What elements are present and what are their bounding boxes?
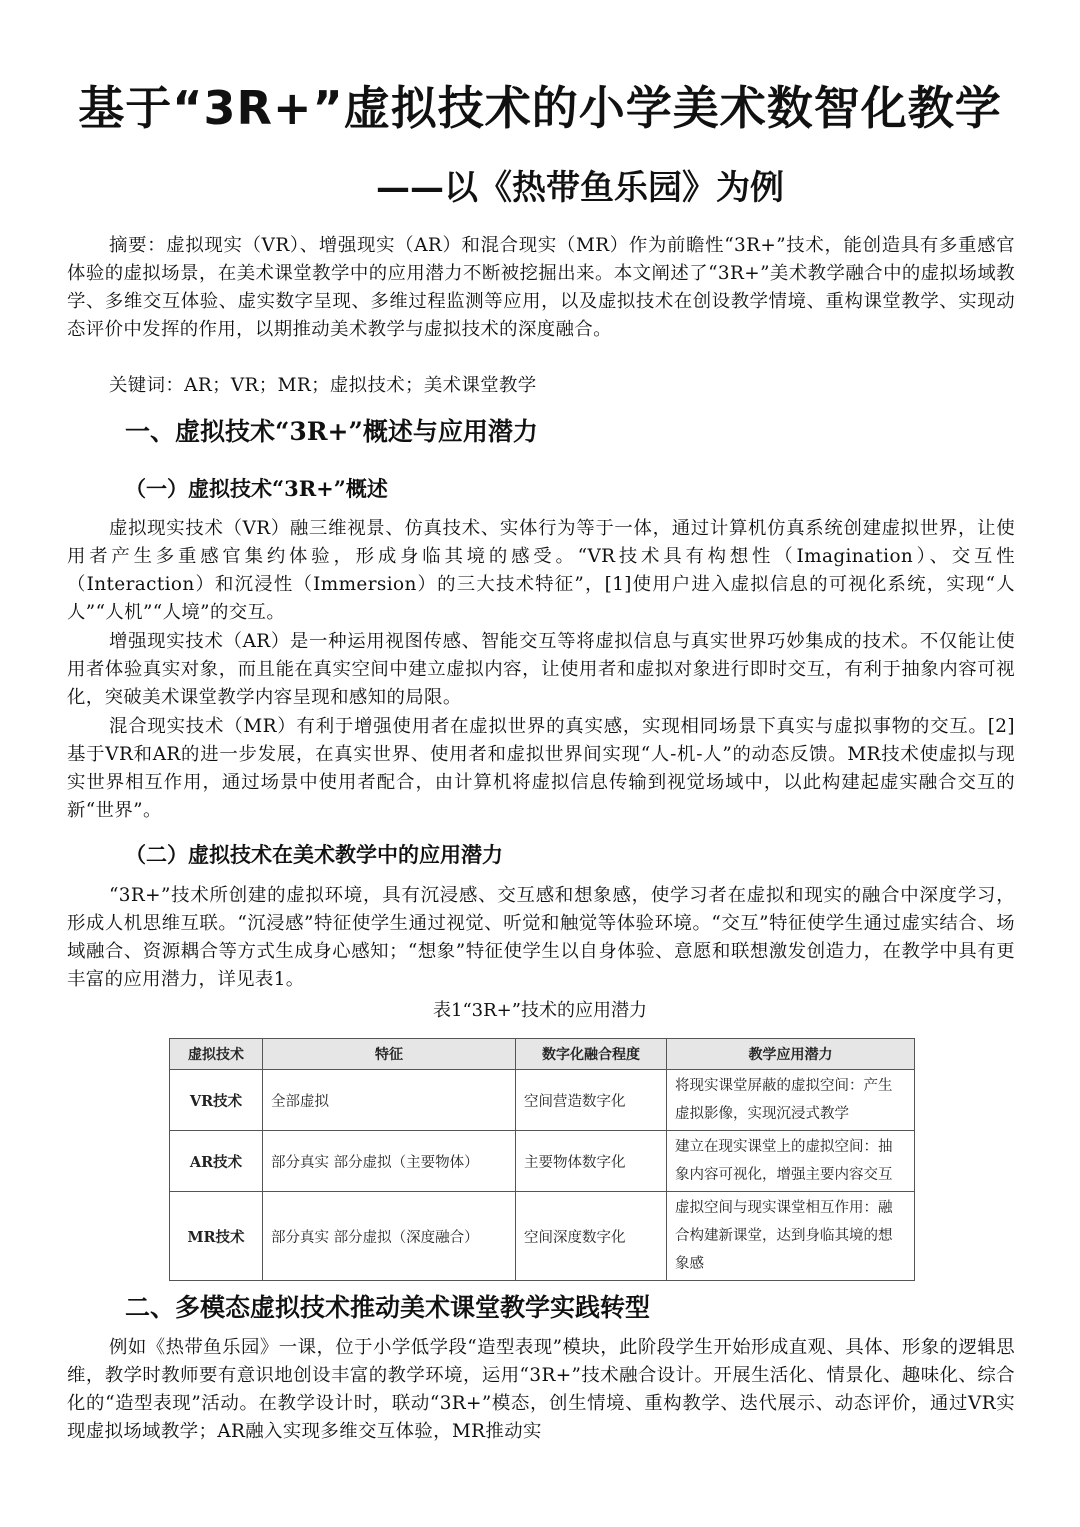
table-cell-feature: 全部虚拟 (263, 1070, 516, 1131)
table-cell-tech: MR技术 (170, 1192, 263, 1281)
table-header-row (170, 1039, 915, 1070)
table-cell-degree: 主要物体数字化 (516, 1131, 667, 1192)
table-cell-potential: 建立在现实课堂上的虚拟空间：抽象内容可视化，增强主要内容交互 (667, 1131, 915, 1192)
paper-subtitle: ——以《热带鱼乐园》为例 (376, 168, 784, 208)
section-1-heading: 一、虚拟技术“3R+”概述与应用潜力 (125, 417, 538, 446)
table-header-cell: 虚拟技术 (170, 1039, 263, 1070)
keywords-line: 关键词：AR；VR；MR；虚拟技术；美术课堂教学 (109, 375, 537, 396)
paragraph-example: 例如《热带鱼乐园》一课，位于小学低学段“造型表现”模块，此阶段学生开始形成直观、具体、形象的逻辑思维，教学时教师要有意识地创设丰富的教学环境，运用“3R+”技术融合设计。开展生活化、情景化、趣味化、综合化的“造型表现”活动。在教学设计时，联动“3R+”模态，创生情境、重构教学、迭代展示、动态评价，通过VR实现虚拟场域教学；AR融入实现多维交互体验，MR推动实 (67, 1337, 1015, 1442)
table-header-cell: 特征 (263, 1039, 516, 1070)
table-cell-tech: AR技术 (170, 1131, 263, 1192)
table-cell-potential: 虚拟空间与现实课堂相互作用：融合构建新课堂，达到身临其境的想象感 (667, 1192, 915, 1281)
table-cell-degree: 空间营造数字化 (516, 1070, 667, 1131)
subsection-1-1-heading: （一）虚拟技术“3R+”概述 (125, 476, 388, 501)
table-cell-feature: 部分真实 部分虚拟（深度融合） (263, 1192, 516, 1281)
potential-table (169, 1038, 915, 1281)
abstract-paragraph: 摘要：虚拟现实（VR）、增强现实（AR）和混合现实（MR）作为前瞻性“3R+”技术，能创造具有多重感官体验的虚拟场景，在美术课堂教学中的应用潜力不断被挖掘出来。本文阐述了“3R+”美术教学融合中的虚拟场域教学、多维交互体验、虚实数字呈现、多维过程监测等应用，以及虚拟技术在创设教学情境、重构课堂教学、实现动态评价中发挥的作用，以期推动美术教学与虚拟技术的深度融合。 (67, 235, 1015, 340)
section-2-heading: 二、多模态虚拟技术推动美术课堂教学实践转型 (125, 1293, 651, 1322)
paragraph-potential: “3R+”技术所创建的虚拟环境，具有沉浸感、交互感和想象感，使学习者在虚拟和现实的融合中深度学习，形成人机思维互联。“沉浸感”特征使学生通过视觉、听觉和触觉等体验环境。“交互”特征使学生通过虚实结合、场域融合、资源耦合等方式生成身心感知；“想象”特征使学生以自身体验、意愿和联想激发创造力，在教学中具有更丰富的应用潜力，详见表1。 (67, 885, 1015, 990)
table-row (170, 1192, 915, 1281)
table-cell-potential: 将现实课堂屏蔽的虚拟空间：产生虚拟影像，实现沉浸式教学 (667, 1070, 915, 1131)
table-cell-tech: VR技术 (170, 1070, 263, 1131)
paragraph-vr: 虚拟现实技术（VR）融三维视景、仿真技术、实体行为等于一体，通过计算机仿真系统创建虚拟世界，让使用者产生多重感官集约体验，形成身临其境的感受。“VR技术具有构想性（Imagination）、交互性（Interaction）和沉浸性（Immersion）的三大技术特征”，[1]使用户进入虚拟信息的可视化系统，实现“人人”“人机”“人境”的交互。 (67, 518, 1015, 623)
table-cell-feature: 部分真实 部分虚拟（主要物体） (263, 1131, 516, 1192)
table-header-cell: 教学应用潜力 (667, 1039, 915, 1070)
paper-title: 基于“3R+”虚拟技术的小学美术数智化教学 (78, 81, 1002, 135)
table-cell-degree: 空间深度数字化 (516, 1192, 667, 1281)
subsection-1-2-heading: （二）虚拟技术在美术教学中的应用潜力 (125, 842, 503, 867)
table-header-cell: 数字化融合程度 (516, 1039, 667, 1070)
paragraph-ar: 增强现实技术（AR）是一种运用视图传感、智能交互等将虚拟信息与真实世界巧妙集成的技术。不仅能让使用者体验真实对象，而且能在真实空间中建立虚拟内容，让使用者和虚拟对象进行即时交互，有利于抽象内容可视化，突破美术课堂教学内容呈现和感知的局限。 (67, 631, 1015, 708)
table-row (170, 1070, 915, 1131)
paragraph-mr: 混合现实技术（MR）有利于增强使用者在虚拟世界的真实感，实现相同场景下真实与虚拟事物的交互。[2]基于VR和AR的进一步发展，在真实世界、使用者和虚拟世界间实现“人-机-人”的动态反馈。MR技术使虚拟与现实世界相互作用，通过场景中使用者配合，由计算机将虚拟信息传输到视觉场域中，以此构建起虚实融合交互的新“世界”。 (67, 716, 1015, 821)
table-caption: 表1“3R+”技术的应用潜力 (433, 1000, 647, 1021)
table-row (170, 1131, 915, 1192)
